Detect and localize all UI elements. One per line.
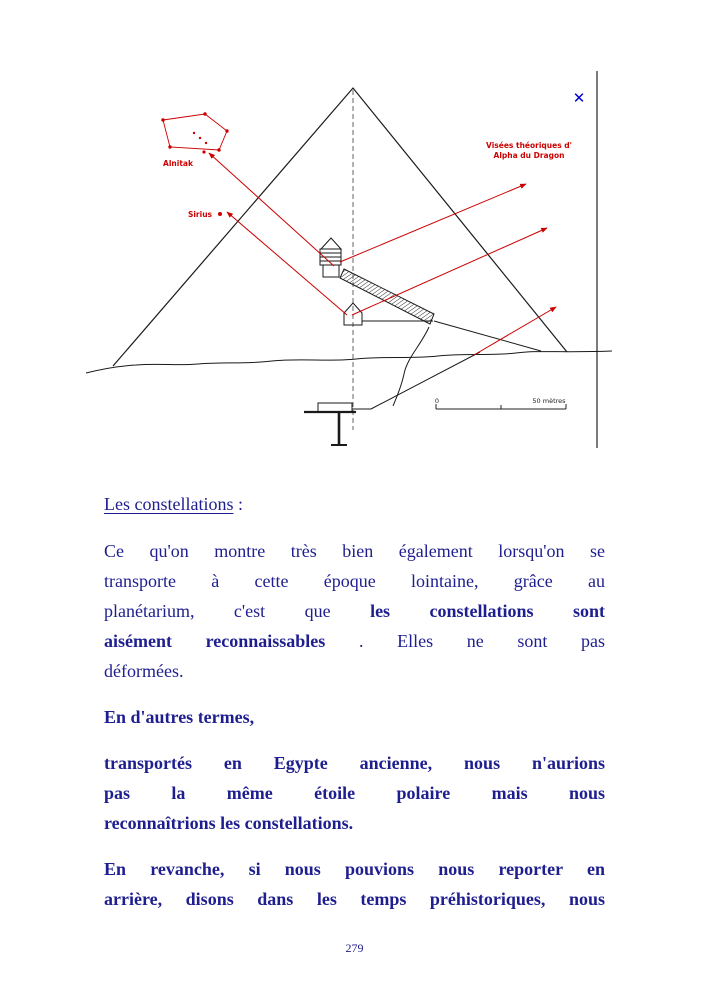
body-text — [104, 489, 605, 930]
pyramid-figure — [0, 0, 709, 460]
paragraph-1 — [104, 536, 605, 686]
figure-labels — [163, 141, 572, 219]
paragraph-2 — [104, 702, 605, 732]
text-line: Ce qu'on montre très bien également lorsqu'on se — [104, 541, 605, 561]
text-line: En d'autres termes, — [104, 707, 255, 727]
text-line: reconnaîtrions les constellations. — [104, 813, 354, 833]
text-run: planétarium, c'est que — [104, 601, 371, 621]
visees-label-line2: Alpha du Dragon — [493, 151, 565, 160]
pyramid-outline — [86, 88, 612, 373]
scale-fifty-label: 50 mètres — [532, 397, 566, 405]
text-run-bold: les constellations sont — [370, 601, 605, 621]
sirius-star — [218, 212, 222, 216]
text-line — [104, 626, 605, 656]
visees-label-line1: Visées théoriques d' — [486, 141, 572, 150]
section-heading — [104, 489, 605, 519]
scale-zero-label: 0 — [434, 397, 440, 405]
page-number: 279 — [345, 941, 364, 955]
close-icon[interactable]: ✕ — [572, 89, 586, 107]
text-line: déformées. — [104, 661, 184, 681]
paragraph-4 — [104, 854, 605, 914]
heading-suffix: : — [233, 494, 243, 514]
text-run-bold: aisément reconnaissables — [104, 631, 326, 651]
sirius-label: Sirius — [187, 210, 212, 219]
text-run: . Elles ne sont pas — [325, 631, 605, 651]
text-line: En revanche, si nous pouvions nous reporter en — [104, 859, 605, 879]
text-line: pas la même étoile polaire mais nous — [104, 783, 605, 803]
paragraph-3 — [104, 748, 605, 838]
text-line — [104, 596, 605, 626]
heading-text: Les constellations — [104, 494, 234, 514]
text-line: transporte à cette époque lointaine, grâce au — [104, 571, 605, 591]
alnitak-label: Alnitak — [163, 159, 193, 168]
pyramid-cross-section-diagram — [0, 0, 709, 460]
sight-line-arrows — [209, 153, 556, 355]
scale-labels — [435, 397, 566, 405]
internal-chambers — [304, 238, 541, 445]
text-line: transportés en Egypte ancienne, nous n'aurions — [104, 753, 605, 773]
text-line: arrière, disons dans les temps préhistoriques, nous — [104, 889, 605, 909]
